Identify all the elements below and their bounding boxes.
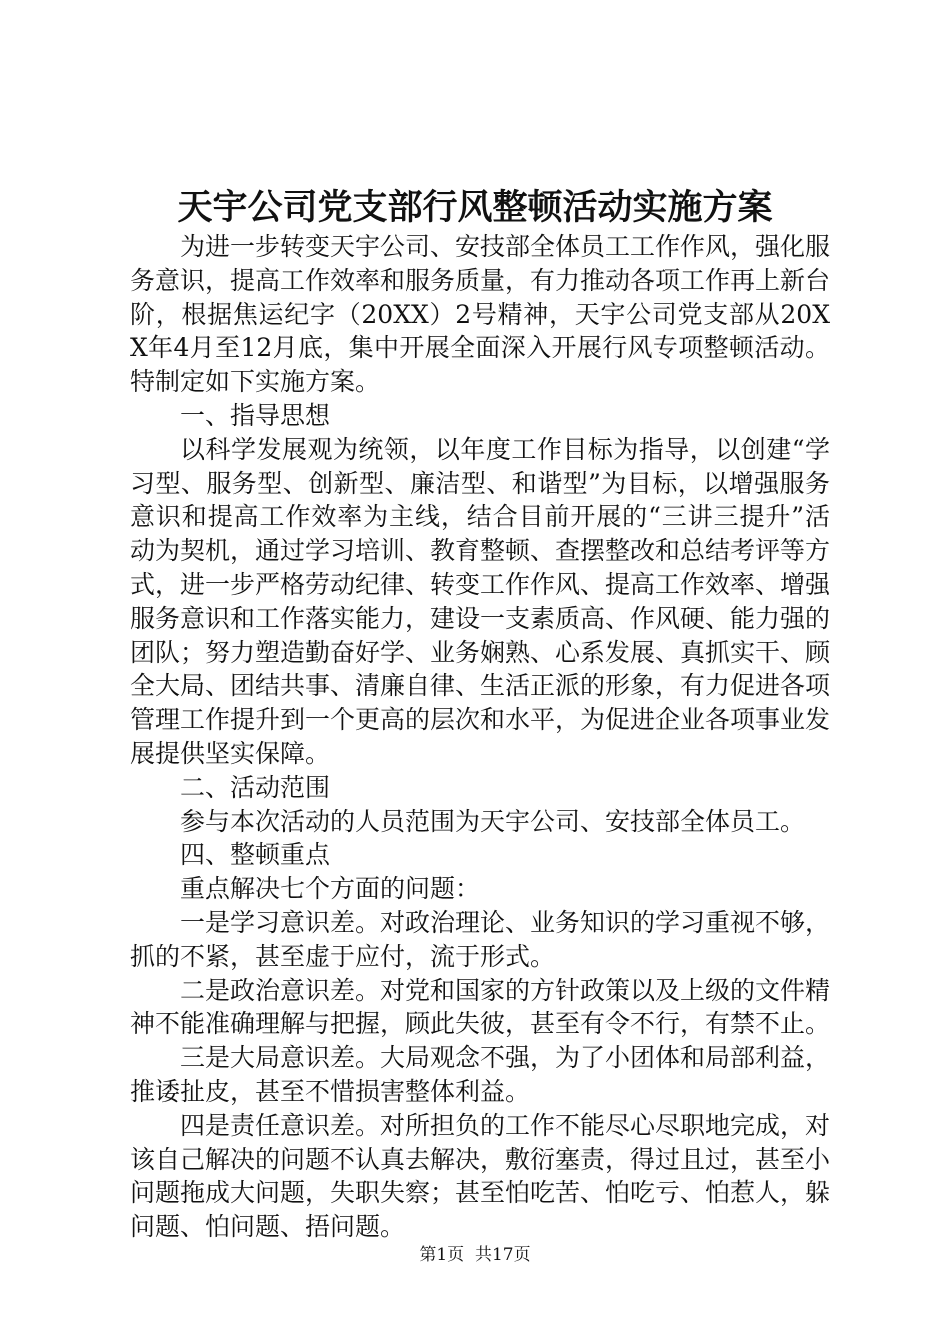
focus-item-1-paragraph: 一是学习意识差。对政治理论、业务知识的学习重视不够，抓的不紧，甚至虚于应付，流于形式。 [130, 907, 831, 971]
guiding-ideology-paragraph: 以科学发展观为统领，以年度工作目标为指导，以创建“学习型、服务型、创新型、廉洁型、和谐型”为目标，以增强服务意识和提高工作效率为主线，结合目前开展的“三讲三提升”活动为契机，通过学习培训、教育整顿、查摆整改和总结考评等方式，进一步严格劳动纪律、转变工作作风、提高工作效率、增强服务意识和工作落实能力，建设一支素质高、作风硬、能力强的团队；努力塑造勤奋好学、业务娴熟、心系发展、真抓实干、顾全大局、团结共事、清廉自律、生活正派的形象，有力促进各项管理工作提升到一个更高的层次和水平，为促进企业各项事业发展提供坚实保障。 [130, 434, 831, 768]
document-body [130, 230, 830, 1244]
focus-intro-paragraph: 重点解决七个方面的问题： [180, 874, 481, 904]
focus-item-3-paragraph: 三是大局意识差。大局观念不强，为了小团体和局部利益，推诿扯皮，甚至不惜损害整体利益。 [130, 1043, 831, 1106]
intro-paragraph: 为进一步转变天宇公司、安技部全体员工工作作风，强化服务意识，提高工作效率和服务质量，有力推动各项工作再上新台阶，根据焦运纪字（20XX）2号精神，天宇公司党支部从20XX年4月至12月底，集中开展全面深入开展行风专项整顿活动。特制定如下实施方案。 [130, 232, 831, 397]
focus-item-2-paragraph: 二是政治意识差。对党和国家的方针政策以及上级的文件精神不能准确理解与把握，顾此失彼，甚至有令不行，有禁不止。 [130, 975, 831, 1039]
activity-scope-paragraph: 参与本次活动的人员范围为天宇公司、安技部全体员工。 [180, 806, 806, 836]
page-footer [0, 1243, 950, 1267]
document-title: 天宇公司党支部行风整顿活动实施方案 [177, 187, 773, 228]
section-heading-activity-scope: 二、活动范围 [180, 772, 331, 802]
page-number-label: 第1页 共17页 [419, 1245, 531, 1265]
focus-item-4-paragraph: 四是责任意识差。对所担负的工作不能尽心尽职地完成，对该自己解决的问题不认真去解决，敷衍塞责，得过且过，甚至小问题拖成大问题，失职失察；甚至怕吃苦、怕吃亏、怕惹人，躲问题、怕问题、捂问题。 [130, 1110, 831, 1242]
section-heading-guiding-ideology: 一、指导思想 [180, 400, 331, 430]
section-heading-rectification-focus: 四、整顿重点 [180, 840, 331, 870]
